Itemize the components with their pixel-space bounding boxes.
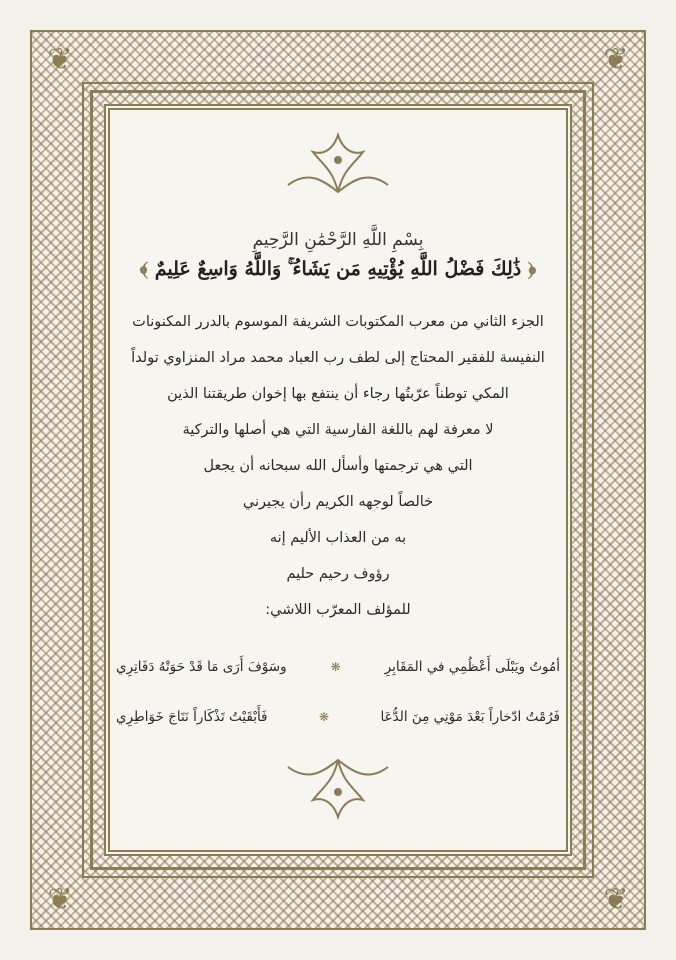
intro-line: الجزء الثاني من معرب المكتوبات الشريفة الموسوم بالدرر المكنونات [132, 314, 544, 330]
poem-verse [108, 642, 568, 692]
hemistich-first: أمُوتُ ويَبْلَى أَعْظُمِي في المَقَابِرِ [384, 659, 560, 675]
intro-line: به من العذاب الأليم إنه [269, 530, 407, 546]
corner-ornament-icon: ❦ [47, 882, 73, 917]
verse-open-bracket: ﴿ [527, 258, 537, 280]
bottom-flourish-icon [278, 752, 398, 822]
poem [108, 642, 568, 742]
poem-attribution: للمؤلف المعرّب اللاشي: [265, 602, 411, 618]
intro-line: التي هي ترجمتها وأسأل الله سبحانه أن يجعل [203, 458, 473, 474]
verse-close-bracket: ﴾ [139, 258, 149, 280]
hemistich-second: فَأَبْقَيْتُ تَذْكَاراً نَتَاجَ خَوَاطِرِي [116, 709, 268, 725]
content-area [120, 230, 556, 628]
quran-verse [120, 258, 556, 280]
corner-ornament-icon: ❦ [47, 42, 73, 77]
top-flourish-icon [278, 130, 398, 200]
intro-line: رؤوف رحيم حليم [286, 566, 390, 582]
basmala: بِسْمِ اللَّهِ الرَّحْمَٰنِ الرَّحِيمِ [252, 230, 424, 250]
intro-paragraph [120, 304, 556, 628]
intro-line: خالصاً لوجهه الكريم رأن يجيرني [242, 494, 434, 510]
intro-line: لا معرفة لهم باللغة الفارسية التي هي أصلها والتركية [182, 422, 494, 438]
corner-ornament-icon: ❦ [603, 882, 629, 917]
poem-verse [108, 692, 568, 742]
intro-line: المكي توطناً عرّبتُها رجاء أن ينتفع بها إخوان طريقتنا الذين [167, 386, 509, 402]
verse-separator-icon: ❋ [318, 710, 330, 724]
corner-ornament-icon: ❦ [603, 42, 629, 77]
verse-text: ذَٰلِكَ فَضْلُ اللَّهِ يُؤْتِيهِ مَن يَشَاءُ ۚ وَاللَّهُ وَاسِعٌ عَلِيمٌ [154, 258, 522, 280]
hemistich-first: فَرُمْتُ ادّخاراً بَعْدَ مَوْتِي مِنَ الدُّعَا [380, 709, 560, 725]
verse-separator-icon: ❋ [330, 660, 341, 674]
intro-line: النفيسة للفقير المحتاج إلى لطف رب العباد محمد مراد المنزاوي تولداً [131, 350, 545, 366]
hemistich-second: وسَوْفَ أَرَى مَا قَدْ حَوَتْهُ دَفَاتِرِي [116, 659, 287, 675]
